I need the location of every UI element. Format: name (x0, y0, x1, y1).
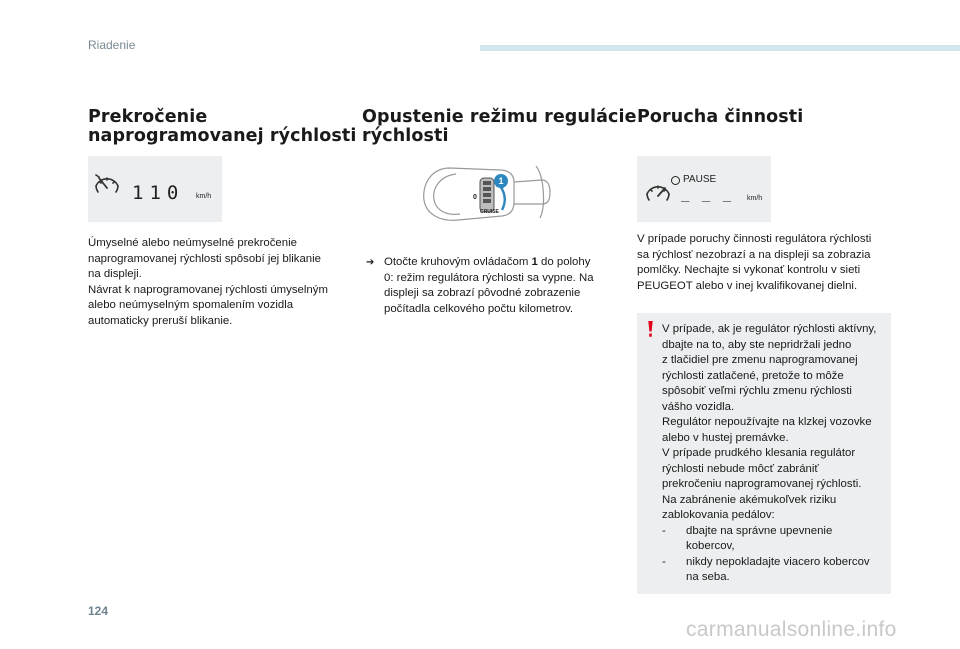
text-line: z tlačidiel pre zmenu naprogramovanej (662, 354, 858, 366)
exclamation-warning-icon (648, 321, 653, 337)
heading-exit-mode (362, 108, 637, 146)
heading-line: naprogramovanej rýchlosti (88, 126, 357, 146)
text-line: sa rýchlosť nezobrazí a na displeji sa zobrazia (637, 248, 871, 261)
text-line: Na zabránenie akémukoľvek riziku (662, 493, 837, 506)
heading-overspeed (88, 108, 356, 146)
cruise-label: CRUISE (480, 209, 499, 215)
speed-readout: 110 (132, 182, 185, 204)
pause-status: PAUSE (683, 174, 717, 185)
text-line: automaticky preruší blikanie. (88, 314, 233, 327)
text-line: alebo neúmyselným spomalením vozidla (88, 299, 294, 311)
heading-line: rýchlosti (362, 126, 449, 146)
paragraph-overspeed (88, 236, 348, 329)
list-item (662, 555, 888, 586)
text-line: dbajte na správne upevnenie (686, 524, 833, 537)
text-line: na seba. (686, 571, 730, 583)
text-line: počítadla celkového počtu kilometrov. (384, 302, 574, 315)
text-line: PEUGEOT alebo v inej kvalifikovanej dielni. (637, 279, 858, 292)
heading-line: Opustenie režimu regulácie (362, 107, 637, 127)
speed-unit: km/h (747, 195, 763, 202)
speed-unit: km/h (196, 193, 212, 200)
text-line: rýchlosti zatlačené, pretože to môže (662, 369, 844, 382)
section-title: Riadenie (88, 38, 136, 52)
text-line: Regulátor nepoužívajte na klzkej vozovke (662, 416, 872, 428)
text-line: naprogramovanej rýchlosti spôsobí jej blikanie (88, 252, 322, 265)
list-dash: - (662, 524, 666, 537)
callout-number: 1 (498, 176, 504, 186)
text-line: Úmyselné alebo neúmyselné prekročenie (88, 237, 297, 249)
text-line: 0: režim regulátora rýchlosti sa vypne. Na (384, 271, 594, 284)
bullet-exit-mode (366, 255, 628, 317)
speed-dashes: _ _ _ (681, 186, 734, 202)
text-line: V prípade prudkého klesania regulátor (662, 447, 856, 459)
warning-text (662, 322, 888, 586)
list-dash: - (662, 555, 666, 568)
page-number: 124 (88, 604, 109, 618)
text-line: dbajte na to, aby ste nepridržali jedno (662, 338, 852, 351)
cruise-stalk-illustration (410, 156, 560, 232)
heading-malfunction: Porucha činnosti (637, 107, 804, 127)
text-line: zablokovania pedálov: (662, 509, 775, 521)
text-line: Návrat k naprogramovanej rýchlosti úmyselným (88, 283, 328, 296)
paragraph-malfunction (637, 232, 897, 294)
text-line: V prípade poruchy činnosti regulátora rýchlosti (637, 233, 872, 245)
stalk-drawing (410, 156, 560, 232)
text-line: rýchlosti nebude môcť zabrániť (662, 462, 819, 475)
position-zero-label: 0 (473, 194, 477, 201)
display-overspeed (88, 156, 222, 222)
text-line: alebo v hustej premávke. (662, 431, 789, 444)
pause-indicator (671, 176, 680, 185)
text-line: spôsobiť veľmi rýchlu zmenu rýchlosti (662, 385, 852, 397)
text-line: pomlčky. Nechajte si vykonať kontrolu v sieti (637, 264, 861, 276)
bullet-arrow-icon: ➔ (366, 257, 375, 268)
list-item (662, 524, 888, 555)
display-malfunction (637, 156, 771, 222)
text-line: V prípade, ak je regulátor rýchlosti aktívny, (662, 323, 877, 335)
text-line: kobercov, (686, 540, 735, 552)
callout-badge (494, 174, 508, 188)
heading-line: Prekročenie (88, 107, 208, 127)
text-line: vášho vozidla. (662, 400, 735, 413)
text-line: Otočte kruhovým ovládačom 1 do polohy (384, 256, 591, 268)
text-line: prekročeniu naprogramovanej rýchlosti. (662, 478, 862, 490)
text-line: nikdy nepokladajte viacero kobercov (686, 555, 870, 568)
text-line: na displeji. (88, 268, 142, 280)
watermark: carmanualsonline.info (686, 618, 897, 641)
header-accent-bar (480, 45, 960, 51)
text-line: displeji sa zobrazí pôvodné zobrazenie (384, 287, 581, 299)
